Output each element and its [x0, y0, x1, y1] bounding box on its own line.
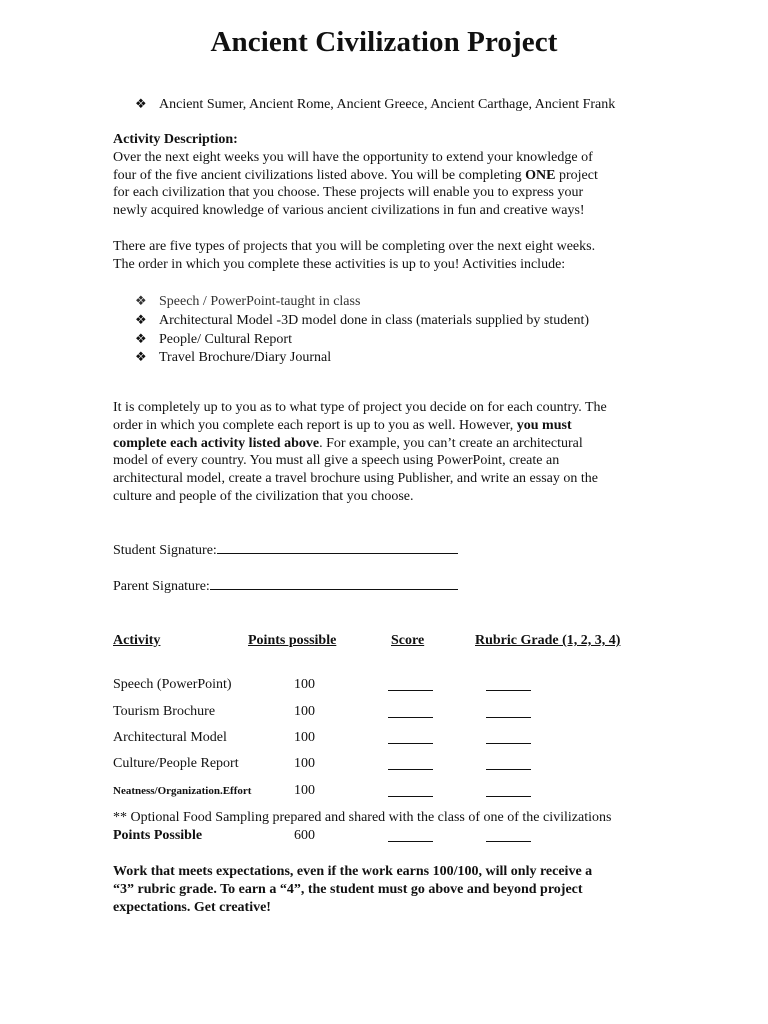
- row-points: 100: [294, 756, 315, 771]
- civilizations-bullet: [135, 95, 615, 114]
- paragraph-line: order in which you complete each report is up to you as well. However, you must: [113, 417, 572, 433]
- paragraph-line: architectural model, create a travel brochure using Publisher, and write an essay on the: [113, 471, 598, 487]
- score-blank[interactable]: [388, 769, 433, 770]
- score-blank[interactable]: [388, 690, 433, 691]
- activity-description-heading: Activity Description:: [113, 132, 238, 147]
- civilizations-list: Ancient Sumer, Ancient Rome, Ancient Greece, Ancient Carthage, Ancient Frank: [159, 97, 616, 112]
- student-signature-line[interactable]: [217, 541, 458, 554]
- paragraph-line: culture and people of the civilization that you choose.: [113, 488, 414, 504]
- paragraph-line: Over the next eight weeks you will have the opportunity to extend your knowledge of: [113, 149, 593, 165]
- paragraph-line: expectations. Get creative!: [113, 899, 271, 915]
- row-activity: Architectural Model: [113, 730, 227, 745]
- table-header-score: Score: [391, 633, 425, 648]
- rubric-blank[interactable]: [486, 717, 531, 718]
- paragraph-line: “3” rubric grade. To earn a “4”, the student must go above and beyond project: [113, 881, 583, 897]
- paragraph-line: four of the five ancient civilizations listed above. You will be completing ONE project: [113, 167, 598, 183]
- rubric-blank[interactable]: [486, 743, 531, 744]
- paragraph-line: There are five types of projects that you will be completing over the next eight weeks.: [113, 239, 596, 254]
- rubric-blank[interactable]: [486, 769, 531, 770]
- parent-signature-label: Parent Signature:: [113, 579, 210, 594]
- closing-note: [113, 863, 592, 916]
- score-blank[interactable]: [388, 717, 433, 718]
- total-points: 600: [294, 828, 315, 843]
- diamond-bullet-icon: ❖: [135, 349, 147, 365]
- activity-list: [135, 292, 589, 367]
- score-blank[interactable]: [388, 743, 433, 744]
- paragraph-line: model of every country. You must all give a speech using PowerPoint, create an: [113, 453, 560, 469]
- student-signature: [113, 541, 458, 560]
- total-label: Points Possible: [113, 828, 203, 843]
- diamond-bullet-icon: ❖: [135, 311, 147, 327]
- paragraph-line: It is completely up to you as to what type of project you decide on for each country. The: [113, 400, 607, 415]
- activity-description: [113, 131, 598, 220]
- table-header-points: Points possible: [248, 633, 337, 648]
- choice-paragraph: [113, 399, 607, 506]
- diamond-bullet-icon: ❖: [135, 293, 147, 308]
- paragraph-line: The order in which you complete these activities is up to you! Activities include:: [113, 256, 566, 272]
- row-points: 100: [294, 730, 315, 745]
- list-item: ❖ Speech / PowerPoint-taught in class: [135, 293, 361, 309]
- student-signature-label: Student Signature:: [113, 543, 217, 558]
- rubric-blank[interactable]: [486, 690, 531, 691]
- project-types-intro: [113, 238, 595, 274]
- row-activity: Culture/People Report: [113, 756, 239, 771]
- table-header-activity: Activity: [113, 633, 161, 648]
- score-blank[interactable]: [388, 796, 433, 797]
- row-activity: Speech (PowerPoint): [113, 677, 232, 692]
- paragraph-line: complete each activity listed above. For example, you can’t create an architectural: [113, 435, 583, 451]
- paragraph-line: newly acquired knowledge of various ancient civilizations in fun and creative ways!: [113, 203, 585, 219]
- parent-signature: [113, 577, 458, 596]
- row-points: 100: [294, 783, 315, 798]
- row-activity: Tourism Brochure: [113, 704, 216, 719]
- row-activity: Neatness/Organization.Effort: [113, 785, 252, 797]
- row-points: 100: [294, 677, 315, 692]
- rubric-blank[interactable]: [486, 841, 531, 842]
- table-header-rubric: Rubric Grade (1, 2, 3, 4): [475, 633, 621, 648]
- diamond-bullet-icon: ❖: [135, 330, 147, 346]
- diamond-bullet-icon: ❖: [135, 96, 147, 111]
- row-points: 100: [294, 704, 315, 719]
- parent-signature-line[interactable]: [210, 577, 458, 590]
- list-item: ❖ People/ Cultural Report: [135, 330, 292, 347]
- page-title: Ancient Civilization Project: [210, 26, 558, 58]
- list-item: ❖ Travel Brochure/Diary Journal: [135, 349, 332, 366]
- score-blank[interactable]: [388, 841, 433, 842]
- optional-note: ** Optional Food Sampling prepared and shared with the class of one of the civilizations: [113, 810, 612, 825]
- rubric-blank[interactable]: [486, 796, 531, 797]
- paragraph-line: for each civilization that you choose. These projects will enable you to express your: [113, 185, 584, 201]
- list-item: ❖ Architectural Model -3D model done in class (materials supplied by student): [135, 311, 590, 328]
- paragraph-line: Work that meets expectations, even if the work earns 100/100, will only receive a: [113, 864, 593, 879]
